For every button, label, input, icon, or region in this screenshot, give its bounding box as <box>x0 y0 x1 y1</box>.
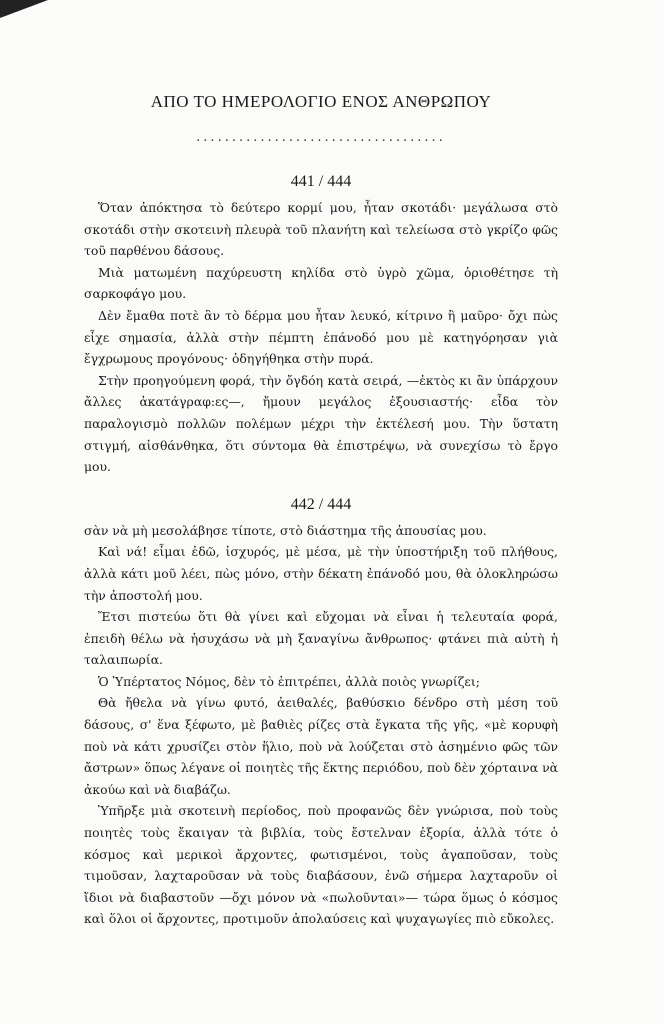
page-corner-shadow <box>0 0 48 18</box>
section-442 <box>84 496 558 930</box>
paragraph: Θὰ ἤθελα νὰ γίνω φυτό, ἀειθαλές, βαθύσκιο δένδρο στὴ μέση τοῦ δάσους, σ' ἕνα ξέφωτο, μὲ βαθιὲς ρίζες στὰ ἔγκατα τῆς γῆς, «μὲ κορυφὴ ποὺ νὰ κάτι χρυσίζει στὸν ἥλιο, ποὺ νὰ λούζεται στὸ ἀσημένιο φῶς τῶν ἄστρων» ὅπως λέγανε οἱ ποιητὲς τῆς ἕκτης περιόδου, ποὺ δὲν χόρταινα νὰ ἀκούω καὶ νὰ διαβάζω. <box>84 695 558 797</box>
paragraph: Ὁ Ὑπέρτατος Νόμος, δὲν τὸ ἐπιτρέπει, ἀλλὰ ποιὸς γνωρίζει; <box>98 673 480 689</box>
section-441 <box>84 173 558 478</box>
entry-number: 441 / 444 <box>290 173 352 190</box>
paragraph: σὰν νὰ μὴ μεσολάβησε τίποτε, στὸ διάστημα τῆς ἀπουσίας μου. <box>84 522 487 538</box>
paragraph: Μιὰ ματωμένη παχύρευστη κηλίδα στὸ ὑγρὸ χῶμα, ὁριοθέτησε τὴ σαρκοφάγο μου. <box>84 264 558 302</box>
paragraph: Καὶ νά! εἶμαι ἐδῶ, ἰσχυρός, μὲ μέσα, μὲ τὴν ὑποστήριξη τοῦ πλήθους, ἀλλὰ κάτι μοῦ λέει, πὼς μόνο, στὴν δέκατη ἐπάνοδό μου, θὰ ὁλοκληρώσω τὴν ἀποστολή μου. <box>84 544 558 603</box>
book-page <box>84 92 558 930</box>
paragraph: Ἔτσι πιστεύω ὅτι θὰ γίνει καὶ εὔχομαι νὰ εἶναι ἡ τελευταία φορά, ἐπειδὴ θέλω νὰ ἡσυχάσω νὰ μὴ ξαναγίνω ἄνθρωπος· φτάνει πιὰ αὐτὴ ἡ ταλαιπωρία. <box>84 609 558 668</box>
paragraph: Ὅταν ἀπόκτησα τὸ δεύτερο κορμί μου, ἦταν σκοτάδι· μεγάλωσα στὸ σκοτάδι στὴν σκοτεινὴ πλευρὰ τοῦ πλανήτη καὶ τελείωσα στὸ γκρίζο φῶς τοῦ παρθένου δάσους. <box>84 200 558 259</box>
paragraph: Στὴν προηγούμενη φορά, τὴν ὄγδόη κατὰ σειρά, —ἐκτὸς κι ἂν ὑπάρχουν ἄλλες ἀκατάγραφ:ες—, ἤμουν μεγάλος ἐξουσιαστής· εἶδα τὸν παραλογισμὸ πολλῶν πολέμων μέχρι τὴν ἐκτέλεσή μου. Τὴν ὕστατη στιγμή, αἰσθάνθηκα, ὅτι σύντομα θὰ ἐπιστρέψω, νὰ συνεχίσω τὸ ἔργο μου. <box>84 372 558 475</box>
paragraph: Ὑπῆρξε μιὰ σκοτεινὴ περίοδος, ποὺ προφανῶς δὲν γνώρισα, ποὺ τοὺς ποιητὲς τοὺς ἔκαιγαν τὰ βιβλία, τοὺς ἔστελναν ἐξορία, ἀλλὰ τότε ὁ κόσμος καὶ μερικοὶ ἄρχοντες, φωτισμένοι, τοὺς ἀγαποῦσαν, τοὺς τιμοῦσαν, λαχταροῦσαν νὰ τοὺς διαβάσουν, ἐνῶ σήμερα λαχταροῦν οἱ ἴδιοι νὰ διαβαστοῦν —ὄχι μόνον νὰ «πωλοῦνται»— τώρα ὅμως ὁ κόσμος καὶ ὅλοι οἱ ἄρχοντες, προτιμοῦν ἀπολαύσεις καὶ ψυχαγωγίες πιὸ εὔκολες. <box>84 803 558 927</box>
page-title: ΑΠΟ ΤΟ ΗΜΕΡΟΛΟΓΙΟ ΕΝΟΣ ΑΝΘΡΩΠΟΥ <box>150 92 492 111</box>
dotted-separator: ................................... <box>196 130 446 145</box>
paragraph: Δὲν ἔμαθα ποτὲ ἂν τὸ δέρμα μου ἦταν λευκό, κίτρινο ἢ μαῦρο· ὄχι πὼς εἶχε σημασία, ἀλλὰ στὴν πέμπτη ἐπάνοδό μου μὲ κατηγόρησαν γιὰ ἔγχρωμους προγόνους· ὁδηγήθηκα στὴν πυρά. <box>84 307 558 367</box>
entry-number: 442 / 444 <box>290 495 352 513</box>
